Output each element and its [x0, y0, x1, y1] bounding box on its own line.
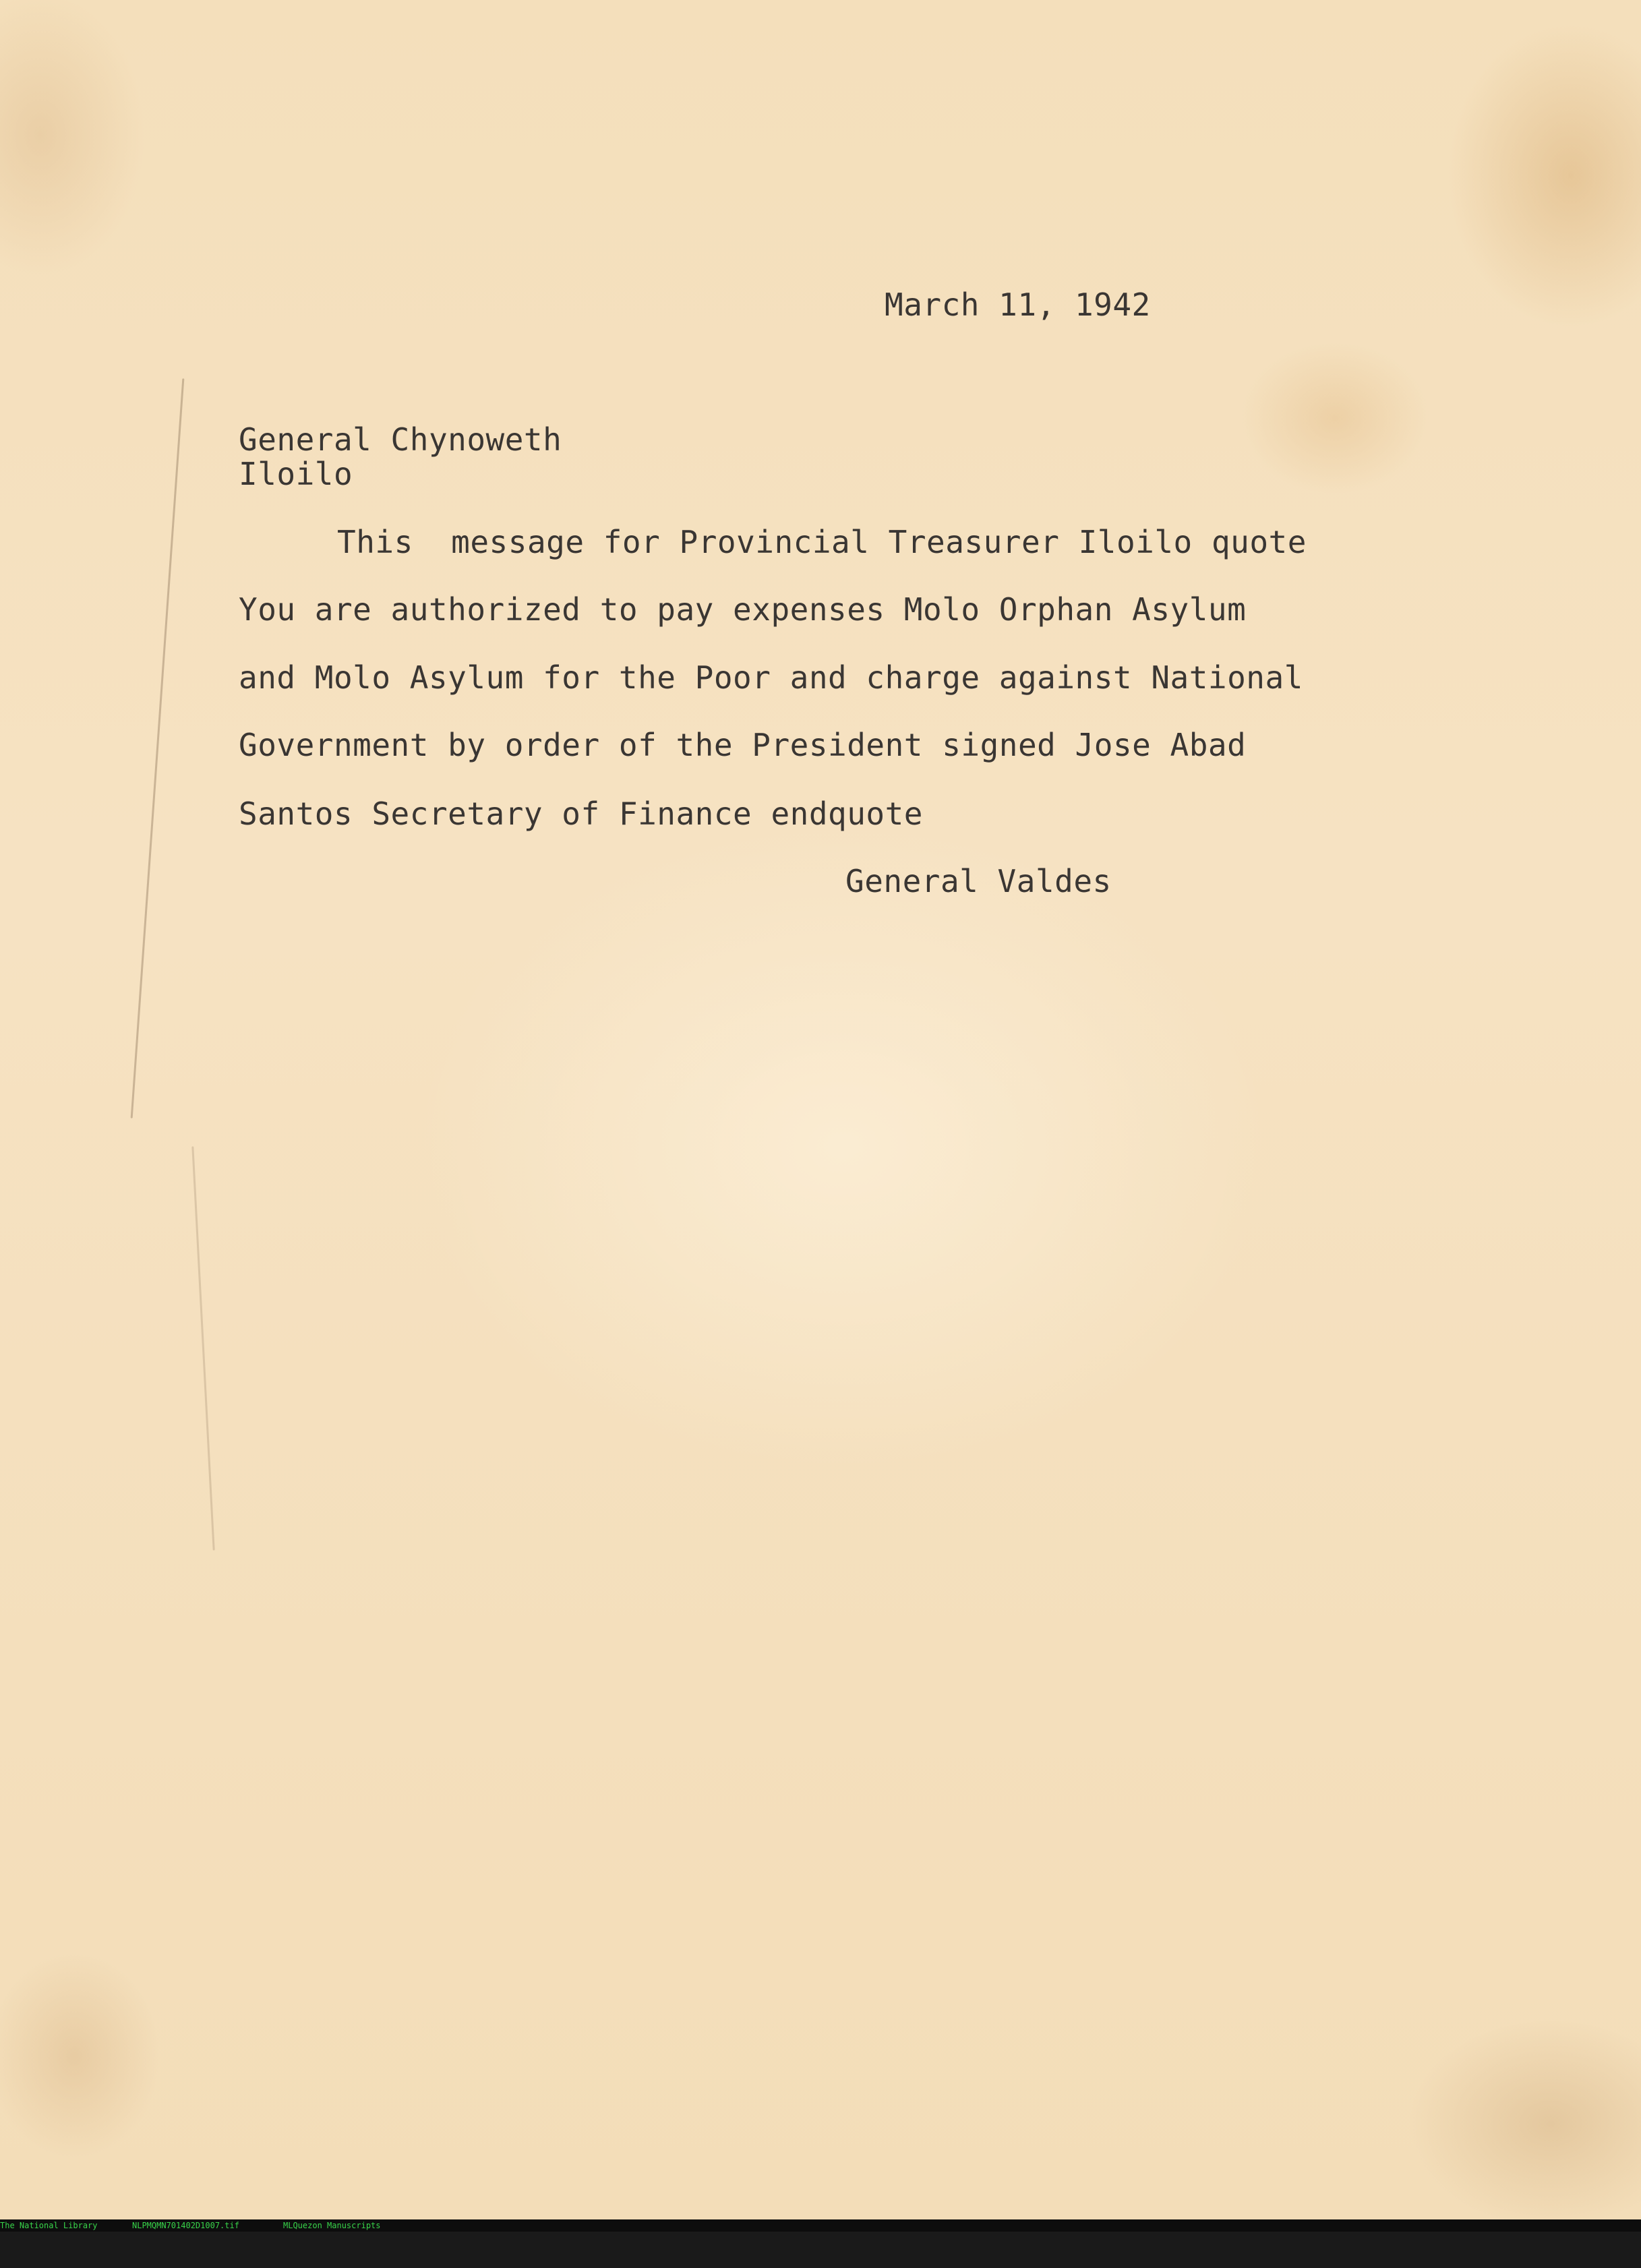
body-line: and Molo Asylum for the Poor and charge against National: [239, 659, 1303, 696]
footer-library: The National Library: [0, 2221, 98, 2230]
letter-date: March 11, 1942: [885, 287, 1151, 323]
scan-footer: [0, 2219, 1641, 2232]
paper-fold-line: [191, 1146, 214, 1550]
recipient-location: Iloilo: [239, 456, 353, 492]
footer-collection: MLQuezon Manuscripts: [283, 2221, 381, 2230]
body-line: You are authorized to pay expenses Molo Orphan Asylum: [239, 591, 1247, 628]
body-line: This message for Provincial Treasurer Iloilo quote: [337, 524, 1307, 560]
body-line: Santos Secretary of Finance endquote: [239, 796, 923, 832]
footer-file: NLPMQMN701402D1007.tif: [132, 2221, 239, 2230]
body-line: Government by order of the President signed Jose Abad: [239, 727, 1247, 763]
recipient-name: General Chynoweth: [239, 421, 562, 458]
signature: General Valdes: [845, 863, 1112, 899]
paper-fold-line: [131, 378, 185, 1118]
